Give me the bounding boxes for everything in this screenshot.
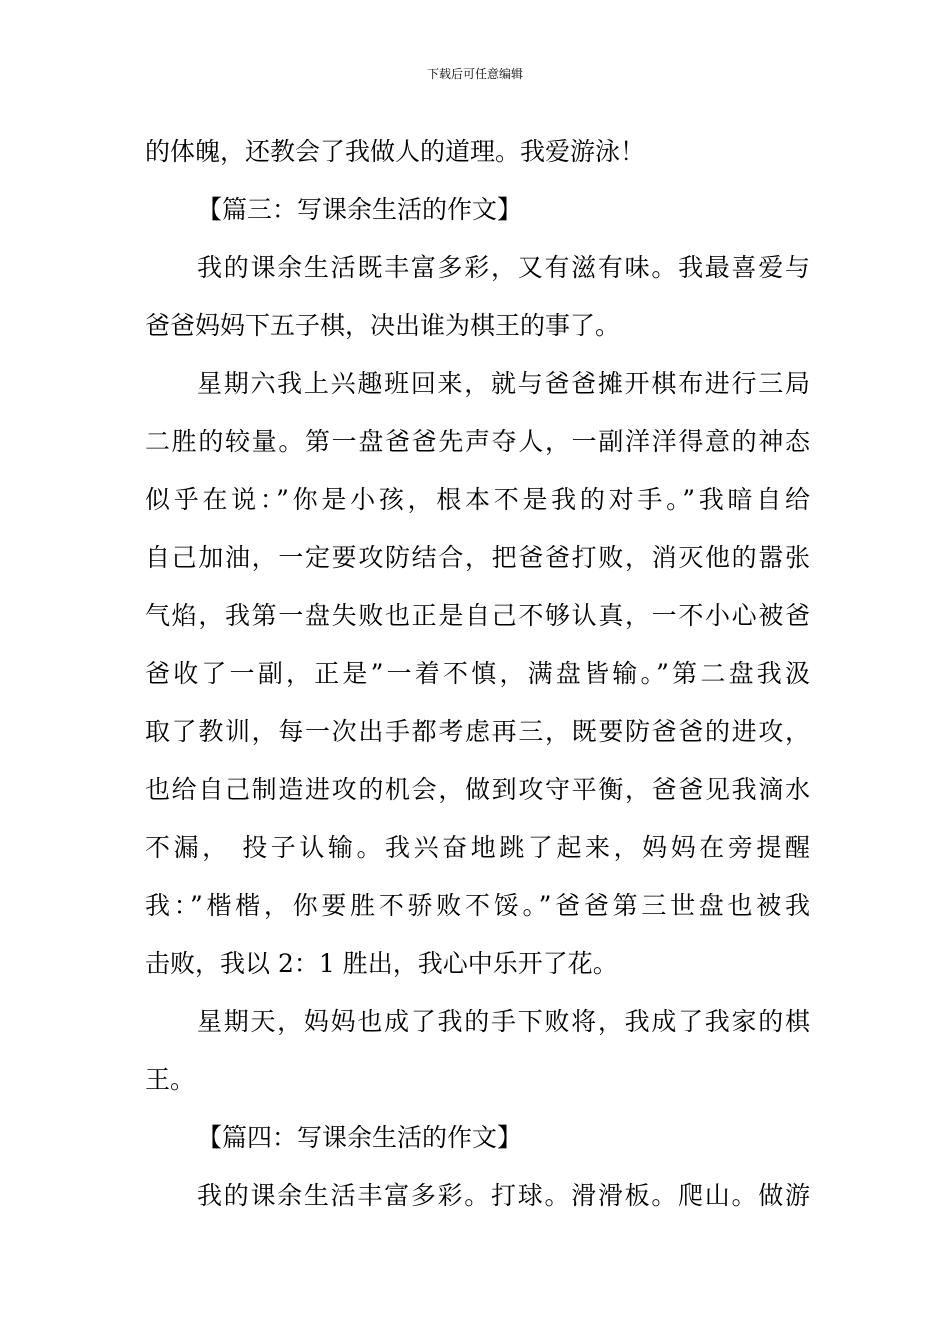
text-line-11: 取了教训，每一次出手都考虑再三，既要防爸爸的进攻，: [145, 717, 810, 746]
text-line-7: 似乎在说：”你是小孩，根本不是我的对手。”我暗自给: [145, 485, 810, 514]
text-line-4: 爸爸妈妈下五子棋，决出谁为棋王的事了。: [145, 311, 621, 340]
text-line-1: 的体魄，还教会了我做人的道理。我爱游泳！: [145, 137, 646, 166]
text-line-5: 星期六我上兴趣班回来，就与爸爸摊开棋布进行三局: [197, 369, 810, 398]
text-line-10: 爸收了一副，正是”一着不慎，满盘皆输。”第二盘我汲: [145, 659, 810, 688]
page-header-note: 下载后可任意编辑: [426, 67, 523, 81]
text-line-6: 二胜的较量。第一盘爸爸先声夺人，一副洋洋得意的神态: [145, 427, 810, 456]
text-line-17: 王。: [145, 1065, 196, 1094]
text-line-13: 不漏， 投子认输。我兴奋地跳了起来，妈妈在旁提醒: [145, 833, 810, 862]
text-line-8: 自己加油，一定要攻防结合，把爸爸打败，消灭他的嚣张: [145, 543, 810, 572]
text-line-9: 气焰，我第一盘失败也正是自己不够认真，一不小心被爸: [145, 601, 810, 630]
text-line-3: 我的课余生活既丰富多彩，又有滋有味。我最喜爱与: [197, 253, 810, 282]
text-line-16: 星期天，妈妈也成了我的手下败将，我成了我家的棋: [197, 1007, 810, 1036]
text-line-19: 我的课余生活丰富多彩。打球。滑滑板。爬山。做游: [197, 1181, 810, 1210]
text-line-15: 击败，我以 2：1 胜出，我心中乐开了花。: [145, 949, 618, 978]
text-line-12: 也给自己制造进攻的机会，做到攻守平衡，爸爸见我滴水: [145, 775, 810, 804]
section-heading-4: 【篇四：写课余生活的作文】: [197, 1123, 523, 1152]
text-line-14: 我：”楷楷，你要胜不骄败不馁。”爸爸第三世盘也被我: [145, 891, 810, 920]
section-heading-3: 【篇三：写课余生活的作文】: [197, 195, 523, 224]
